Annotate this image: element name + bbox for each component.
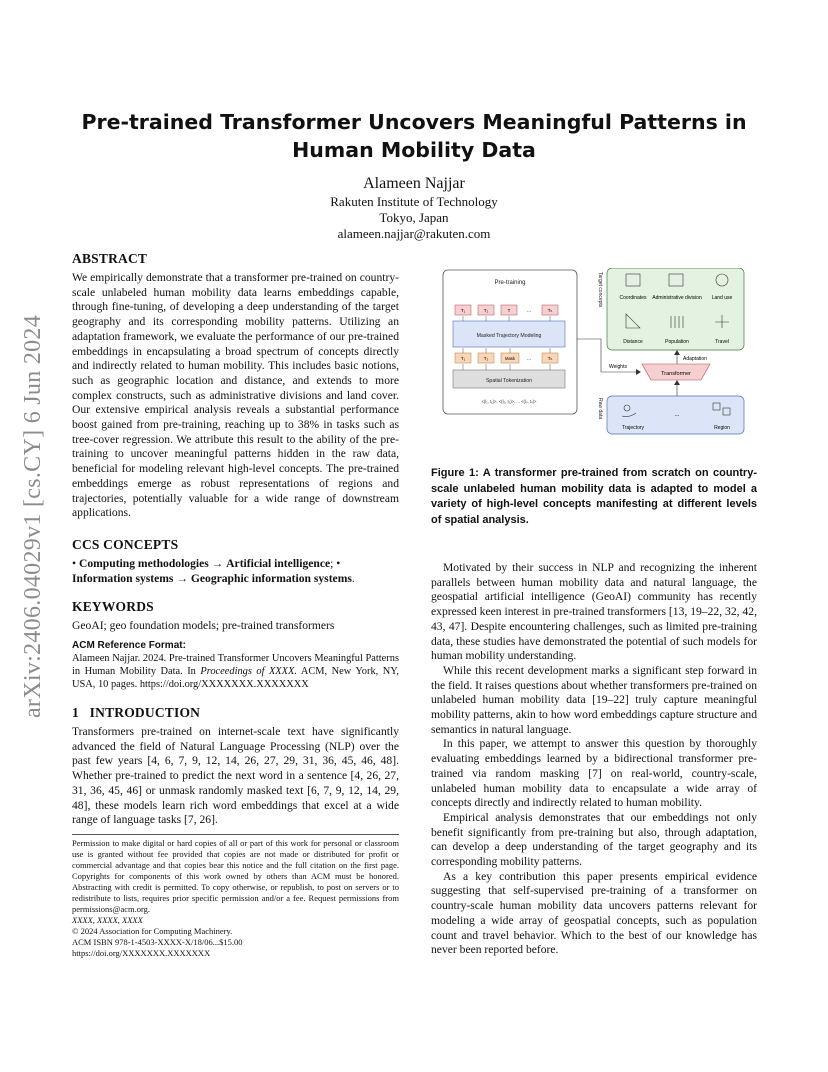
raw-data-label: Raw data [597,398,603,420]
acm-reference-text [72,652,399,692]
target-concepts-box [607,268,744,350]
token-top-2: T₂ [483,308,489,313]
footnote-rule [72,834,399,835]
adaptation-label: Adaptation [683,356,707,362]
right-paragraph-5: As a key contribution this paper presents empirical evidence suggesting that self-supervised pre-training of a transformer on country-scale human mobility data uncovers patterns relevant for modeling a wide array of geospatial concepts, such as population count and travel behavior. Which to the best of our knowledge has never been reported before. [431,869,757,957]
abstract-section [72,251,399,521]
concept-population: Population [665,339,689,345]
intro-paragraph: Transformers pre-trained on internet-scale text have significantly advanced the field of Natural Language Processing (NLP) over the past few years [4, 6, 7, 9, 12, 14, 26, 27, 29, 31, 36, 45, 46, 48]. Whether pre-trained to predict the next word in a sentence [4, 26, 27, 31, 36, 45, 46] or unmask randomly masked text [6, 7, 9, 12, 14, 29, 48], these models learn rich word embeddings that excel at a wide range of language tasks [7, 26]. [72,725,399,827]
author-location: Tokyo, Japan [379,210,449,225]
isbn-line: ACM ISBN 978-1-4503-XXXX-X/18/06...$15.00 [72,937,243,947]
ccs-item1-target: Artificial intelligence [226,557,331,570]
keywords-heading: KEYWORDS [72,599,154,614]
token-top-3: T [507,308,511,313]
right-paragraph-1: Motivated by their success in NLP and recognizing the inherent parallels between human mobility data and natural language, the geospatial artificial intelligence (GeoAI) community has recently expressed keen interest in pre-trained transformers [13, 19–22, 32, 42, 43, 47]. Despite encountering challenges, such as limited pre-training data, these studies have demonstrated the potential of such models for human mobility understanding. [431,561,757,663]
keywords-text: GeoAI; geo foundation models; pre-trained transformers [72,619,335,632]
token-top-1: T₁ [460,308,466,313]
author-name: Alameen Najjar [363,175,465,192]
concept-land-use: Land use [711,295,733,301]
venue-line: XXXX, XXXX, XXXX [72,915,143,925]
mtm-label: Masked Trajectory Modeling [476,333,542,339]
right-paragraph-3: In this paper, we attempt to answer this question by thoroughly evaluating embeddings learned by a bidirectional transformer pre-trained via random masking [7] on real-world, country-scale, unlabeled human mobility data to encapsulate a wide array of concepts directly and indirectly related to human mobility. [431,737,757,810]
concept-admin-division: Administrative division [652,295,702,301]
token-bottom-mask: Mask [504,356,516,361]
author-block [0,174,828,242]
footnote [72,838,399,959]
arxiv-id: arXiv:2406.04029v1 [cs.CY] 6 Jun 2024 [20,314,47,718]
token-bottom-ellipsis: ... [526,356,532,362]
arxiv-stamp [14,296,54,736]
token-bottom-2: T₂ [483,356,489,361]
figure-caption: Figure 1: A transformer pre-trained from scratch on country-scale unlabeled human mobility data is adapted to model a variety of high-level concepts manifesting at different levels of spatial analysis. [431,467,757,526]
spatial-label: Spatial Tokenization [485,378,533,384]
ccs-item2-target: Geographic information systems [190,571,352,585]
raw-trajectory: Trajectory [621,425,645,431]
target-concepts-label: Target concepts [597,272,603,308]
concept-coordinates: Coordinates [619,295,647,301]
concept-distance: Distance [623,339,643,345]
right-paragraph-4: Empirical analysis demonstrates that our embeddings not only benefit significantly from pre-training but also, through adaptation, can develop a deep understanding of the target geography and its corresponding mobility patterns. [431,810,757,869]
figure-1 [441,268,747,438]
acm-reference [72,639,399,692]
right-column [431,561,757,958]
token-top-ellipsis: ... [526,308,532,314]
pretraining-label: Pre-training [494,280,526,286]
ccs-section [72,537,399,586]
token-bottom-n: Tₙ [547,356,553,361]
abstract-heading: ABSTRACT [72,251,148,266]
weights-label: Weights [609,364,627,370]
introduction-section [72,705,399,828]
permission-notice: Permission to make digital or hard copies of all or part of this work for personal or classroom use is granted without fee provided that copies are not made or distributed for profit or commercial advantage and that copies bear this notice and the full citation on the first page. Copyrights for components of this work owned by others than ACM must be honored. Abstracting with credit is permitted. To copy otherwise, or republish, to post on servers or to redistribute to lists, requires prior specific permission and/or a fee. Request permissions from permissions@acm.org. [72,838,399,914]
keywords-section [72,599,399,634]
token-top-n: Tₙ [547,308,553,313]
ccs-item2: Information systems [72,571,174,585]
acm-ref-before: Alameen Najjar. 2024. Pre-trained Transformer Uncovers Meaningful Patterns in Human Mobility Data. In [72,653,399,678]
token-bottom-1: T₁ [460,356,466,361]
raw-ellipsis: ... [674,412,680,418]
paper-title: Pre-trained Transformer Uncovers Meaningful Patterns in Human Mobility Data [81,110,747,162]
intro-heading: 1 INTRODUCTION [72,705,201,720]
ccs-item1: Computing methodologies [78,557,209,570]
copyright-line: © 2024 Association for Computing Machinery. [72,926,233,936]
transformer-label: Transformer [661,371,691,377]
abstract-text: We empirically demonstrate that a transformer pre-trained on country-scale unlabeled human mobility data learns embeddings capable, through fine-tuning, of developing a deep understanding of the target geography and its corresponding mobility patterns. Utilizing an adaptation framework, we evaluate the performance of our pre-trained embeddings in encapsulating a broad spectrum of concepts directly and indirectly related to human mobility. This includes basic notions, such as geographic location and distance, and extends to more complex constructs, such as administrative divisions and land cover. Our extensive empirical analysis reveals a substantial performance boost gained from pre-training, reaching up to 38% in tasks such as tree-cover regression. We attribute this result to the ability of the pre-training to uncover meaningful patterns hidden in the raw data, beneficial for modeling relevant high-level concepts. The pre-trained embeddings emerge as robust representations of regions and trajectories, potentially valuable for a wide range of downstream applications. [72,271,399,520]
author-email[interactable]: alameen.najjar@rakuten.com [337,226,491,241]
acm-ref-venue: Proceedings of XXXX. [200,666,297,678]
concept-travel: Travel [715,339,729,345]
ccs-heading: CCS CONCEPTS [72,537,179,552]
acm-ref-after: ACM, New York, NY, USA, 10 pages. https://doi.org/XXXXXXX.XXXXXXX [72,666,399,691]
sequence-label: <(l₁, t₁)>, <(l₂, t₂)>, ... <(lₙ, tₙ)> [481,399,537,404]
doi-line[interactable]: https://doi.org/XXXXXXX.XXXXXXX [72,948,211,958]
right-paragraph-2: While this recent development marks a significant step forward in the field. It raises questions about whether transformers pre-trained on unlabeled human mobility data [19–22] truly capture meaningful mobility patterns, akin to how word embeddings capture structure and semantics in natural language. [431,663,757,736]
tokens-top [455,305,558,315]
tokens-bottom [455,353,558,363]
acm-reference-heading: ACM Reference Format: [72,640,186,651]
author-affiliation: Rakuten Institute of Technology [330,194,498,209]
ccs-text: • Computing methodologies → Artificial intelligence; • Information systems → Geographic information systems. [72,557,355,585]
raw-region: Region [714,425,730,431]
